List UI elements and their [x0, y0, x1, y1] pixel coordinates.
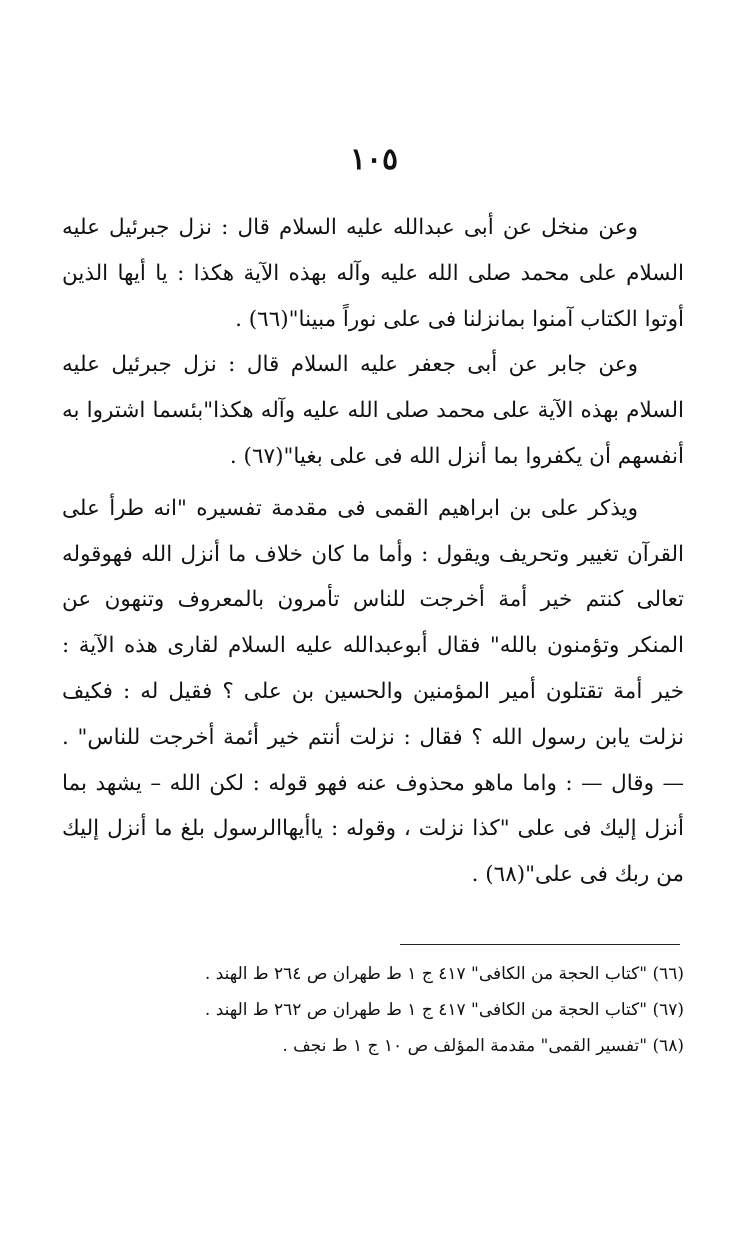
footnote: (٦٦) "كتاب الحجة من الكافى" ٤١٧ ج ١ ط طهران ص ٢٦٤ ط الهند .: [204, 964, 684, 984]
footnote-divider: [400, 944, 680, 945]
main-text: [62, 205, 684, 898]
footnotes: [62, 956, 684, 1064]
paragraph: ويذكر على بن ابراهيم القمى فى مقدمة تفسيره "انه طرأ على القرآن تغيير وتحريف ويقول : وأما ما كان خلاف ما أنزل الله فهوقوله تعالى كنتم خير أمة أخرجت للناس تأمرون بالمعروف وتنهون عن المنكر وتؤمنون بالله" فقال أبوعبدالله عليه السلام لقارى هذه الآية : خير أمة تقتلون أمير المؤمنين والحسين بن على ؟ فقيل له : فكيف نزلت يابن رسول الله ؟ فقال : نزلت أنتم خير أئمة أخرجت للناس" . — وقال — : واما ماهو محذوف عنه فهو قوله : لكن الله – يشهد بما أنزل إليك فى على "كذا نزلت ، وقوله : ياأيهاالرسول بلغ ما أنزل إليك من ربك فى على"(٦٨) .: [62, 495, 684, 888]
paragraph: وعن منخل عن أبى عبدالله عليه السلام قال : نزل جبرئيل عليه السلام على محمد صلى الله عليه وآله بهذه الآية هكذا : يا أيها الذين أوتوا الكتاب آمنوا بمانزلنا فى على نوراً مبينا"(٦٦) .: [62, 215, 684, 332]
footnote: (٦٧) "كتاب الحجة من الكافى" ٤١٧ ج ١ ط طهران ص ٢٦٢ ط الهند .: [204, 1000, 684, 1020]
page-number: ١٠٥: [349, 142, 399, 177]
paragraph: وعن جابر عن أبى جعفر عليه السلام قال : نزل جبرئيل عليه السلام بهذه الآية على محمد صلى الله عليه وآله هكذا"بئسما اشتروا به أنفسهم أن يكفروا بما أنزل الله فى على بغيا"(٦٧) .: [62, 352, 684, 469]
footnote: (٦٨) "تفسير القمى" مقدمة المؤلف ص ١٠ ج ١ ط نجف .: [282, 1036, 684, 1056]
